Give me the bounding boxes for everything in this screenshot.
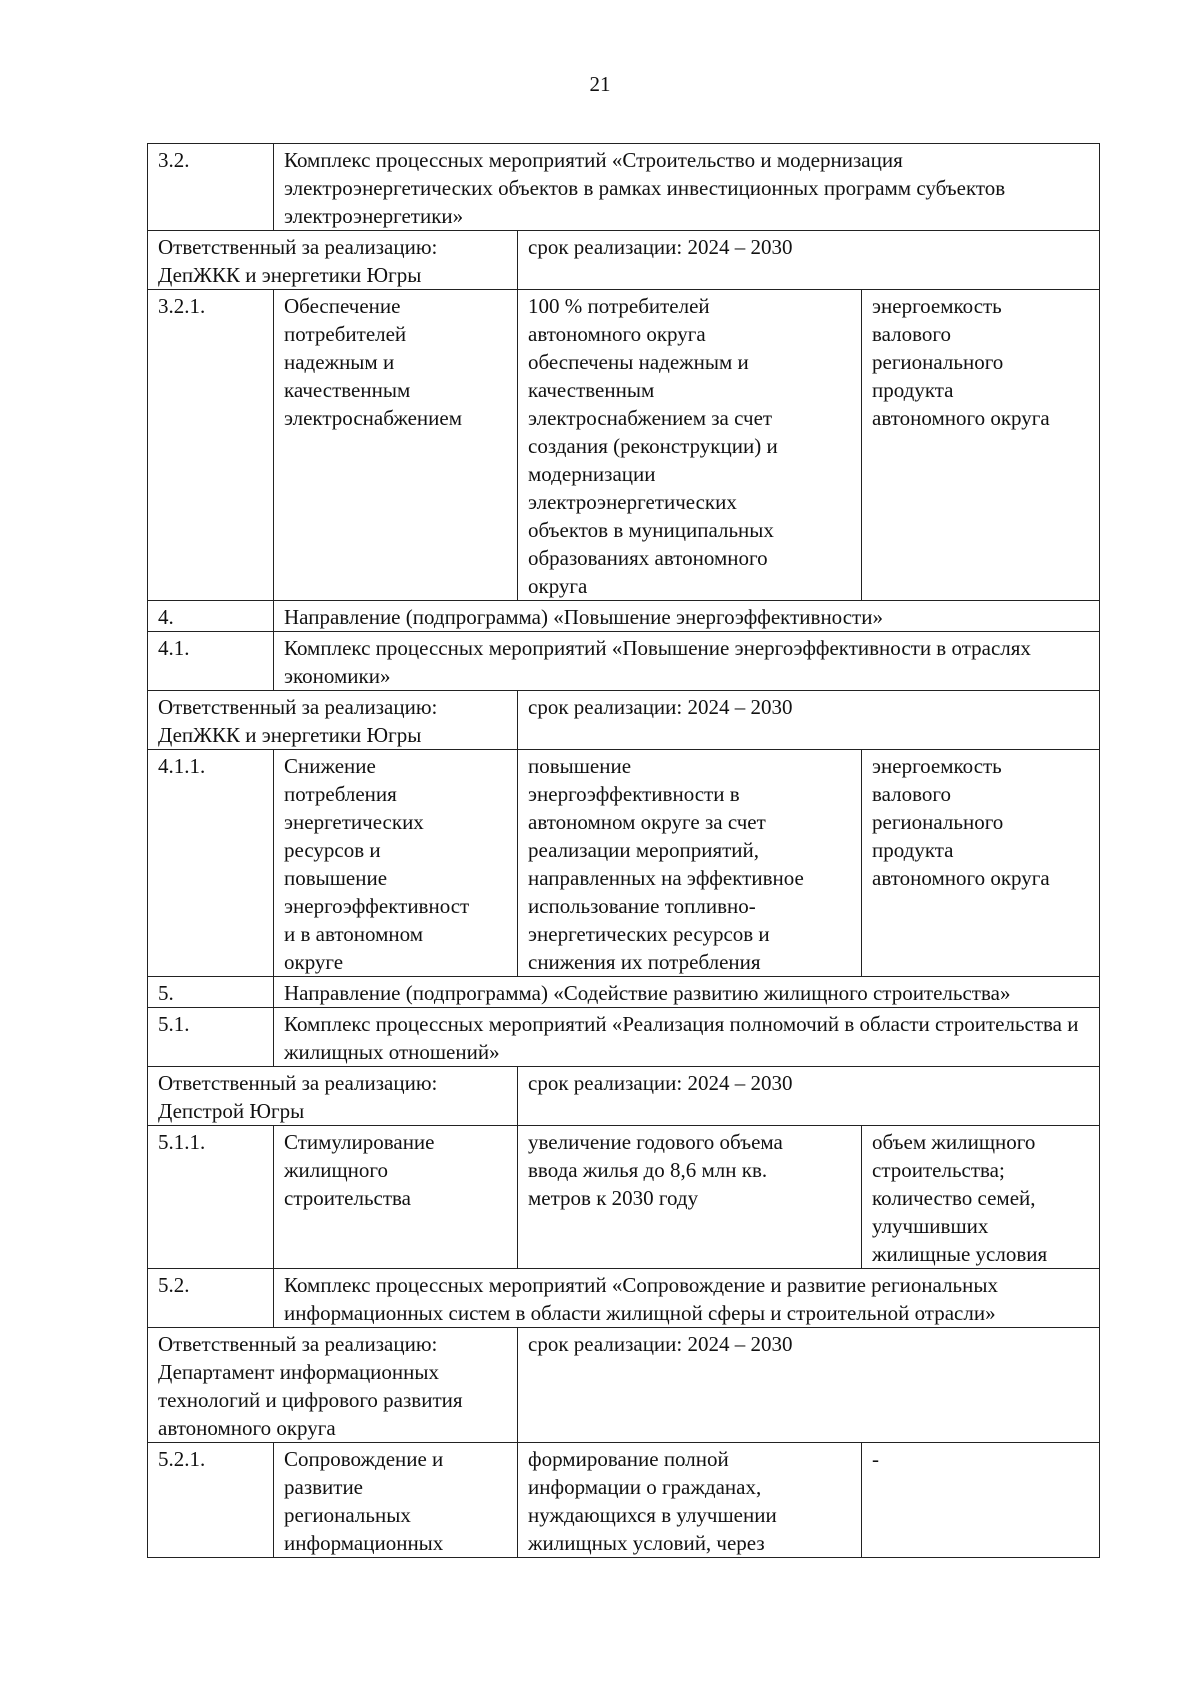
responsible-cell: Ответственный за реализацию: ДепЖКК и энергетики Югры — [148, 231, 518, 290]
term-cell: срок реализации: 2024 – 2030 — [518, 691, 1100, 750]
section-title: Комплекс процессных мероприятий «Сопровождение и развитие региональных информационных систем в области жилищной сферы и строительной отрасли» — [274, 1269, 1100, 1328]
section-row — [148, 1269, 1100, 1328]
responsible-cell: Ответственный за реализацию: Депстрой Югры — [148, 1067, 518, 1126]
task-row — [148, 290, 1100, 601]
responsible-row — [148, 691, 1100, 750]
task-indicator: - — [862, 1443, 1100, 1558]
responsible-cell: Ответственный за реализацию: Департамент информационных технологий и цифрового развития автономного округа — [148, 1328, 518, 1443]
section-title: Комплекс процессных мероприятий «Строительство и модернизация электроэнергетических объектов в рамках инвестиционных программ субъектов электроэнергетики» — [274, 144, 1100, 231]
section-row — [148, 632, 1100, 691]
task-indicator: энергоемкость валового регионального продукта автономного округа — [862, 290, 1100, 601]
row-number: 5.2. — [148, 1269, 274, 1328]
row-number: 5.1. — [148, 1008, 274, 1067]
task-row — [148, 750, 1100, 977]
section-title: Направление (подпрограмма) «Повышение энергоэффективности» — [274, 601, 1100, 632]
responsible-row — [148, 1328, 1100, 1443]
row-number: 4.1.1. — [148, 750, 274, 977]
task-name: Стимулирование жилищного строительства — [274, 1126, 518, 1269]
responsible-row — [148, 231, 1100, 290]
section-row — [148, 144, 1100, 231]
task-row — [148, 1126, 1100, 1269]
activities-table — [147, 143, 1100, 1558]
task-indicator: энергоемкость валового регионального продукта автономного округа — [862, 750, 1100, 977]
section-row — [148, 1008, 1100, 1067]
task-effect: 100 % потребителей автономного округа обеспечены надежным и качественным электроснабжением за счет создания (реконструкции) и модернизации электроэнергетических объектов в муниципальных образованиях автономного округа — [518, 290, 862, 601]
row-number: 5.2.1. — [148, 1443, 274, 1558]
task-name: Сопровождение и развитие региональных информационных — [274, 1443, 518, 1558]
section-row — [148, 601, 1100, 632]
task-name: Обеспечение потребителей надежным и качественным электроснабжением — [274, 290, 518, 601]
section-title: Направление (подпрограмма) «Содействие развитию жилищного строительства» — [274, 977, 1100, 1008]
section-title: Комплекс процессных мероприятий «Повышение энергоэффективности в отраслях экономики» — [274, 632, 1100, 691]
task-effect: увеличение годового объема ввода жилья до 8,6 млн кв. метров к 2030 году — [518, 1126, 862, 1269]
responsible-cell: Ответственный за реализацию: ДепЖКК и энергетики Югры — [148, 691, 518, 750]
term-cell: срок реализации: 2024 – 2030 — [518, 1328, 1100, 1443]
task-effect: повышение энергоэффективности в автономном округе за счет реализации мероприятий, направленных на эффективное использование топливно- энергетических ресурсов и снижения их потребления — [518, 750, 862, 977]
page-number: 21 — [589, 72, 611, 96]
row-number: 5.1.1. — [148, 1126, 274, 1269]
section-row — [148, 977, 1100, 1008]
task-row — [148, 1443, 1100, 1558]
row-number: 4. — [148, 601, 274, 632]
task-name: Снижение потребления энергетических ресурсов и повышение энергоэффективност и в автономном округе — [274, 750, 518, 977]
row-number: 4.1. — [148, 632, 274, 691]
row-number: 3.2.1. — [148, 290, 274, 601]
row-number: 3.2. — [148, 144, 274, 231]
term-cell: срок реализации: 2024 – 2030 — [518, 1067, 1100, 1126]
task-indicator: объем жилищного строительства; количество семей, улучшивших жилищные условия — [862, 1126, 1100, 1269]
responsible-row — [148, 1067, 1100, 1126]
task-effect: формирование полной информации о гражданах, нуждающихся в улучшении жилищных условий, через — [518, 1443, 862, 1558]
section-title: Комплекс процессных мероприятий «Реализация полномочий в области строительства и жилищных отношений» — [274, 1008, 1100, 1067]
row-number: 5. — [148, 977, 274, 1008]
term-cell: срок реализации: 2024 – 2030 — [518, 231, 1100, 290]
